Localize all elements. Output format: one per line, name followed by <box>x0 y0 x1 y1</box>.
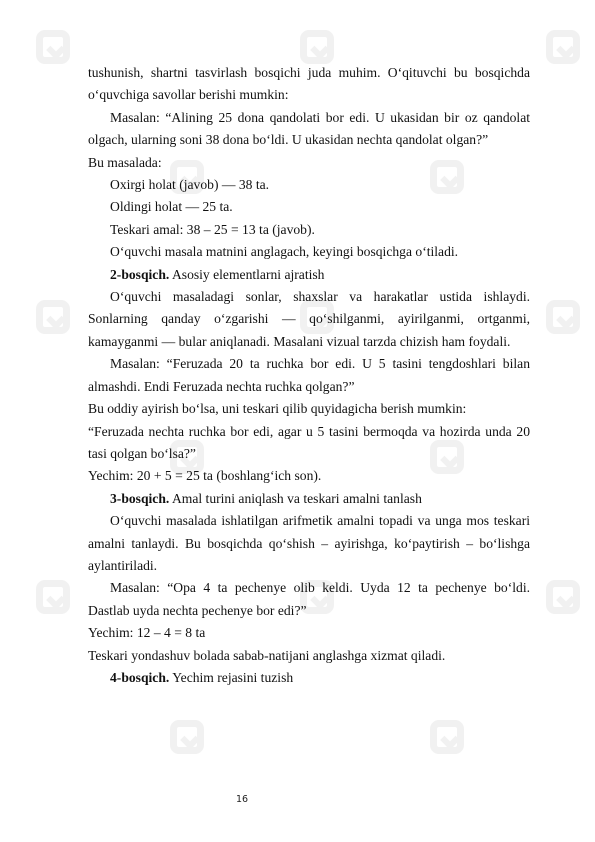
paragraph-continuation: tushunish, shartni tasvirlash bosqichi juda muhim. O‘qituvchi bu bosqichda o‘quvchiga savollar berishi mumkin: <box>88 65 530 103</box>
reverse-intro: Bu oddiy ayirish bo‘lsa, uni teskari qilib quyidagicha berish mumkin: <box>88 401 467 417</box>
page-number: 16 <box>235 794 249 805</box>
next-stage-note: O‘quvchi masala matnini anglagach, keyingi bosqichga o‘tiladi. <box>110 244 459 260</box>
stage-3-description: O‘quvchi masalada ishlatilgan arifmetik amalni topadi va unga mos teskari amalni tanlaydi. Bu bosqichda qo‘shish – ayirishga, ko‘paytirish – bo‘lishga aylantiriladi. <box>88 513 530 573</box>
stage-2-title: Asosiy elementlarni ajratish <box>169 266 325 282</box>
previous-state: Oldingi holat — 25 ta. <box>110 199 233 215</box>
example-opa: Masalan: “Opa 4 ta pechenye olib keldi. Uyda 12 ta pechenye bo‘ldi. Dastlab uyda nechta pechenye bor edi?” <box>88 580 530 618</box>
stage-3-title: Amal turini aniqlash va teskari amalni tanlash <box>169 490 422 506</box>
stage-3-heading <box>88 488 530 510</box>
stage-4-label: 4-bosqich. <box>110 669 170 685</box>
stage-2-heading <box>88 264 530 286</box>
stage-2-description: O‘quvchi masaladagi sonlar, shaxslar va harakatlar ustida ishlaydi. Sonlarning qanday o‘zgarishi — qo‘shilganmi, ayirilganmi, ortganmi, kamayganmi — bular aniqlanadi. Masalani vizual tarzda chizish ham foydali. <box>88 289 530 349</box>
analysis-intro: Bu masalada: <box>88 154 162 170</box>
stage-4-heading <box>88 667 530 689</box>
stage-3-label: 3-bosqich. <box>110 490 170 506</box>
example-feruza: Masalan: “Feruzada 20 ta ruchka bor edi. U 5 tasini tengdoshlari bilan almashdi. Endi Feruzada nechta ruchka qolgan?” <box>88 356 530 394</box>
document-body <box>88 62 530 689</box>
stage-2-label: 2-bosqich. <box>110 266 170 282</box>
stage-4-title: Yechim rejasini tuzish <box>169 669 294 685</box>
final-state: Oxirgi holat (javob) — 38 ta. <box>110 177 270 193</box>
reverse-approach-note: Teskari yondashuv bolada sabab-natijani anglashga xizmat qiladi. <box>88 647 446 663</box>
solution-opa: Yechim: 12 – 4 = 8 ta <box>88 625 206 641</box>
reverse-question: “Feruzada nechta ruchka bor edi, agar u 5 tasini bermoqda va hozirda unda 20 tasi qolgan bo‘lsa?” <box>88 423 530 461</box>
inverse-operation: Teskari amal: 38 – 25 = 13 ta (javob). <box>110 221 315 237</box>
example-ali: Masalan: “Alining 25 dona qandolati bor edi. U ukasidan bir oz qandolat olgach, ularning soni 38 dona bo‘ldi. U ukasidan nechta qandolat olgan?” <box>88 109 530 148</box>
solution-feruza: Yechim: 20 + 5 = 25 ta (boshlang‘ich son). <box>88 468 322 484</box>
